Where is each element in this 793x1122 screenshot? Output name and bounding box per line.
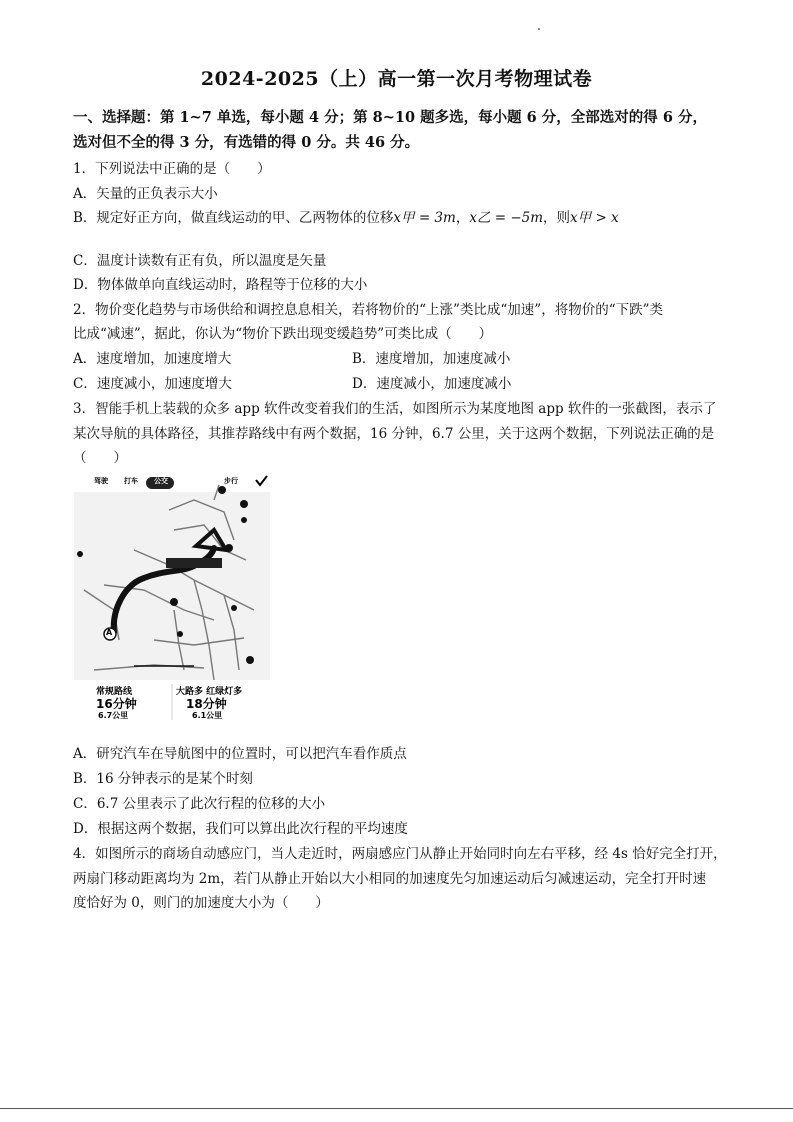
route2-distance: 6.1公里 bbox=[192, 711, 223, 720]
q1-option-a: A．矢量的正负表示大小 bbox=[73, 186, 218, 202]
q1-formula-x-yi: x乙 = −5m bbox=[469, 210, 544, 226]
route2-time: 18分钟 bbox=[186, 697, 227, 711]
q4-stem-line1: 4．如图所示的商场自动感应门，当人走近时，两扇感应门从静止开始同时向左右平移，经 4s 恰好完全打开， bbox=[73, 846, 727, 862]
q1-option-b-text: B．规定好正方向，做直线运动的甲、乙两物体的位移 bbox=[73, 210, 394, 226]
route2-name: 大路多 红绿灯多 bbox=[176, 687, 243, 697]
map-start-marker: A bbox=[106, 628, 113, 637]
page-bottom-divider bbox=[0, 1108, 793, 1109]
q1-then: ，则 bbox=[543, 210, 571, 226]
route1-time: 16分钟 bbox=[96, 697, 137, 711]
q3-stem-line3: （ ） bbox=[73, 450, 127, 466]
route1-name: 常规路线 bbox=[96, 687, 133, 697]
q2-option-b: B．速度增加，加速度减小 bbox=[352, 351, 511, 367]
navigation-map-screenshot bbox=[74, 470, 270, 724]
map-tab-bus: 公交 bbox=[154, 477, 168, 485]
q3-option-b: B．16 分钟表示的是某个时刻 bbox=[73, 771, 253, 787]
q2-option-d: D．速度减小，加速度减小 bbox=[352, 376, 512, 392]
q3-option-d: D．根据这两个数据，我们可以算出此次行程的平均速度 bbox=[73, 821, 408, 837]
map-tab-drive: 驾驶 bbox=[94, 477, 108, 485]
map-tab-taxi: 打车 bbox=[124, 477, 138, 485]
q2-option-c: C．速度减小，加速度增大 bbox=[73, 376, 232, 392]
q2-stem-line1: 2．物价变化趋势与市场供给和调控息息相关，若将物价的“上涨”类比成“加速”，将物价的“下跌”类 bbox=[73, 302, 663, 318]
q2-option-a: A．速度增加，加速度增大 bbox=[73, 351, 232, 367]
q1-formula-compare: x甲 > x bbox=[570, 210, 619, 226]
route1-distance: 6.7公里 bbox=[98, 711, 129, 720]
q1-option-b bbox=[73, 206, 619, 226]
q3-stem-line2: 某次导航的具体路径，其推荐路线中有两个数据，16 分钟，6.7 公里，关于这两个数据，下列说法正确的是 bbox=[73, 426, 715, 442]
q4-stem-line2: 两扇门移动距离均为 2m，若门从静止开始以大小相同的加速度先匀加速运动后匀减速运动，完全打开时速 bbox=[73, 871, 707, 887]
q1-option-c: C．温度计读数有正有负，所以温度是矢量 bbox=[73, 253, 327, 269]
q3-stem-line1: 3．智能手机上装载的众多 app 软件改变着我们的生活，如图所示为某度地图 app 软件的一张截图，表示了 bbox=[73, 401, 717, 417]
q3-option-a: A．研究汽车在导航图中的位置时，可以把汽车看作质点 bbox=[73, 746, 407, 762]
q3-option-c: C．6.7 公里表示了此次行程的位移的大小 bbox=[73, 796, 326, 812]
section1-instructions-line1: 一、选择题：第 1~7 单选，每小题 4 分；第 8~10 题多选，每小题 6 分，全部选对的得 6 分， bbox=[73, 109, 707, 126]
q1-option-d: D．物体做单向直线运动时，路程等于位移的大小 bbox=[73, 277, 368, 293]
map-tab-walk: 步行 bbox=[224, 477, 238, 485]
q4-stem-line3: 度恰好为 0，则门的加速度大小为（ ） bbox=[73, 895, 329, 911]
scan-speck bbox=[538, 28, 540, 30]
section1-instructions-line2: 选对但不全的得 3 分，有选错的得 0 分。共 46 分。 bbox=[73, 134, 420, 151]
q2-stem-line2: 比成“减速”，据此，你认为“物价下跌出现变缓趋势”可类比成（ ） bbox=[73, 326, 493, 342]
q1-comma: ， bbox=[455, 210, 470, 226]
q1-stem: 1．下列说法中正确的是（ ） bbox=[73, 161, 271, 177]
q1-formula-x-jia: x甲 = 3m bbox=[393, 210, 456, 226]
exam-title: 2024-2025（上）高一第一次月考物理试卷 bbox=[200, 68, 593, 90]
